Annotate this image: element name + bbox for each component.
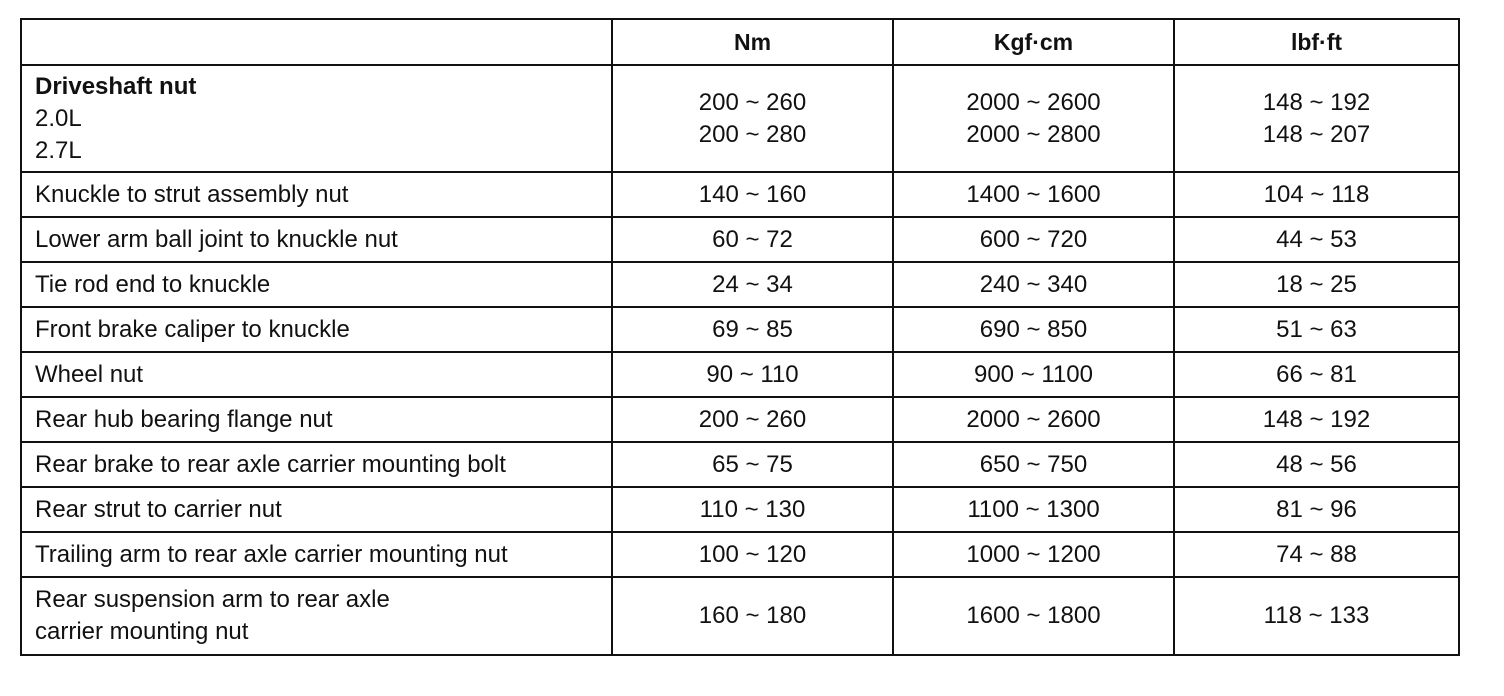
cell-lbfft: 148 ~ 192 [1174,397,1459,442]
cell-lbfft: 18 ~ 25 [1174,262,1459,307]
cell-item: Wheel nut [21,352,612,397]
cell-item: Trailing arm to rear axle carrier mounting nut [21,532,612,577]
cell-kgfcm: 1100 ~ 1300 [893,487,1174,532]
cell-lbfft [1174,65,1459,172]
cell-kgfcm: 1000 ~ 1200 [893,532,1174,577]
cell-kgfcm: 240 ~ 340 [893,262,1174,307]
cell-kgfcm: 1600 ~ 1800 [893,577,1174,655]
table-row-driveshaft [21,65,1459,172]
cell-kgfcm: 2000 ~ 2600 [893,397,1174,442]
cell-nm: 160 ~ 180 [612,577,893,655]
table-row [21,352,1459,397]
cell-lbfft: 118 ~ 133 [1174,577,1459,655]
header-item [21,19,612,65]
cell-nm: 100 ~ 120 [612,532,893,577]
item-line: Rear suspension arm to rear axle [35,586,390,613]
cell-item: Front brake caliper to knuckle [21,307,612,352]
header-row [21,19,1459,65]
table-row [21,532,1459,577]
table-row [21,262,1459,307]
cell-nm: 60 ~ 72 [612,217,893,262]
cell-nm: 69 ~ 85 [612,307,893,352]
table-row [21,397,1459,442]
cell-kgfcm: 900 ~ 1100 [893,352,1174,397]
cell-kgfcm: 1400 ~ 1600 [893,172,1174,217]
cell-nm: 90 ~ 110 [612,352,893,397]
cell-lbfft: 104 ~ 118 [1174,172,1459,217]
value: 200 ~ 260 [698,88,807,116]
cell-kgfcm [893,65,1174,172]
value: 148 ~ 207 [1262,120,1371,148]
cell-item: Rear strut to carrier nut [21,487,612,532]
value: 2000 ~ 2800 [966,120,1101,148]
cell-nm: 24 ~ 34 [612,262,893,307]
cell-lbfft: 74 ~ 88 [1174,532,1459,577]
table-row [21,442,1459,487]
value: 2000 ~ 2600 [966,88,1101,116]
cell-lbfft: 48 ~ 56 [1174,442,1459,487]
cell-nm: 65 ~ 75 [612,442,893,487]
header-kgfcm: Kgf·cm [893,19,1174,65]
header-lbfft: lbf·ft [1174,19,1459,65]
variant-label: 2.0L [35,104,82,132]
cell-nm [612,65,893,172]
torque-spec-table [20,18,1460,656]
cell-nm: 140 ~ 160 [612,172,893,217]
value: 148 ~ 192 [1262,88,1371,116]
table-row [21,217,1459,262]
cell-item: Rear hub bearing flange nut [21,397,612,442]
cell-item: Lower arm ball joint to knuckle nut [21,217,612,262]
cell-nm: 200 ~ 260 [612,397,893,442]
driveshaft-title: Driveshaft nut [35,72,197,100]
cell-item: Tie rod end to knuckle [21,262,612,307]
header-nm: Nm [612,19,893,65]
cell-item: Knuckle to strut assembly nut [21,172,612,217]
cell-item [21,577,612,655]
item-line: carrier mounting nut [35,618,249,645]
cell-lbfft: 51 ~ 63 [1174,307,1459,352]
cell-lbfft: 81 ~ 96 [1174,487,1459,532]
cell-item: Rear brake to rear axle carrier mounting bolt [21,442,612,487]
cell-nm: 110 ~ 130 [612,487,893,532]
table-row [21,172,1459,217]
cell-lbfft: 44 ~ 53 [1174,217,1459,262]
cell-kgfcm: 650 ~ 750 [893,442,1174,487]
cell-kgfcm: 600 ~ 720 [893,217,1174,262]
table-row [21,487,1459,532]
value: 200 ~ 280 [698,120,807,148]
table-row-rear-suspension-arm [21,577,1459,655]
variant-label: 2.7L [35,136,82,164]
cell-lbfft: 66 ~ 81 [1174,352,1459,397]
cell-kgfcm: 690 ~ 850 [893,307,1174,352]
table-row [21,307,1459,352]
cell-item [21,65,612,172]
